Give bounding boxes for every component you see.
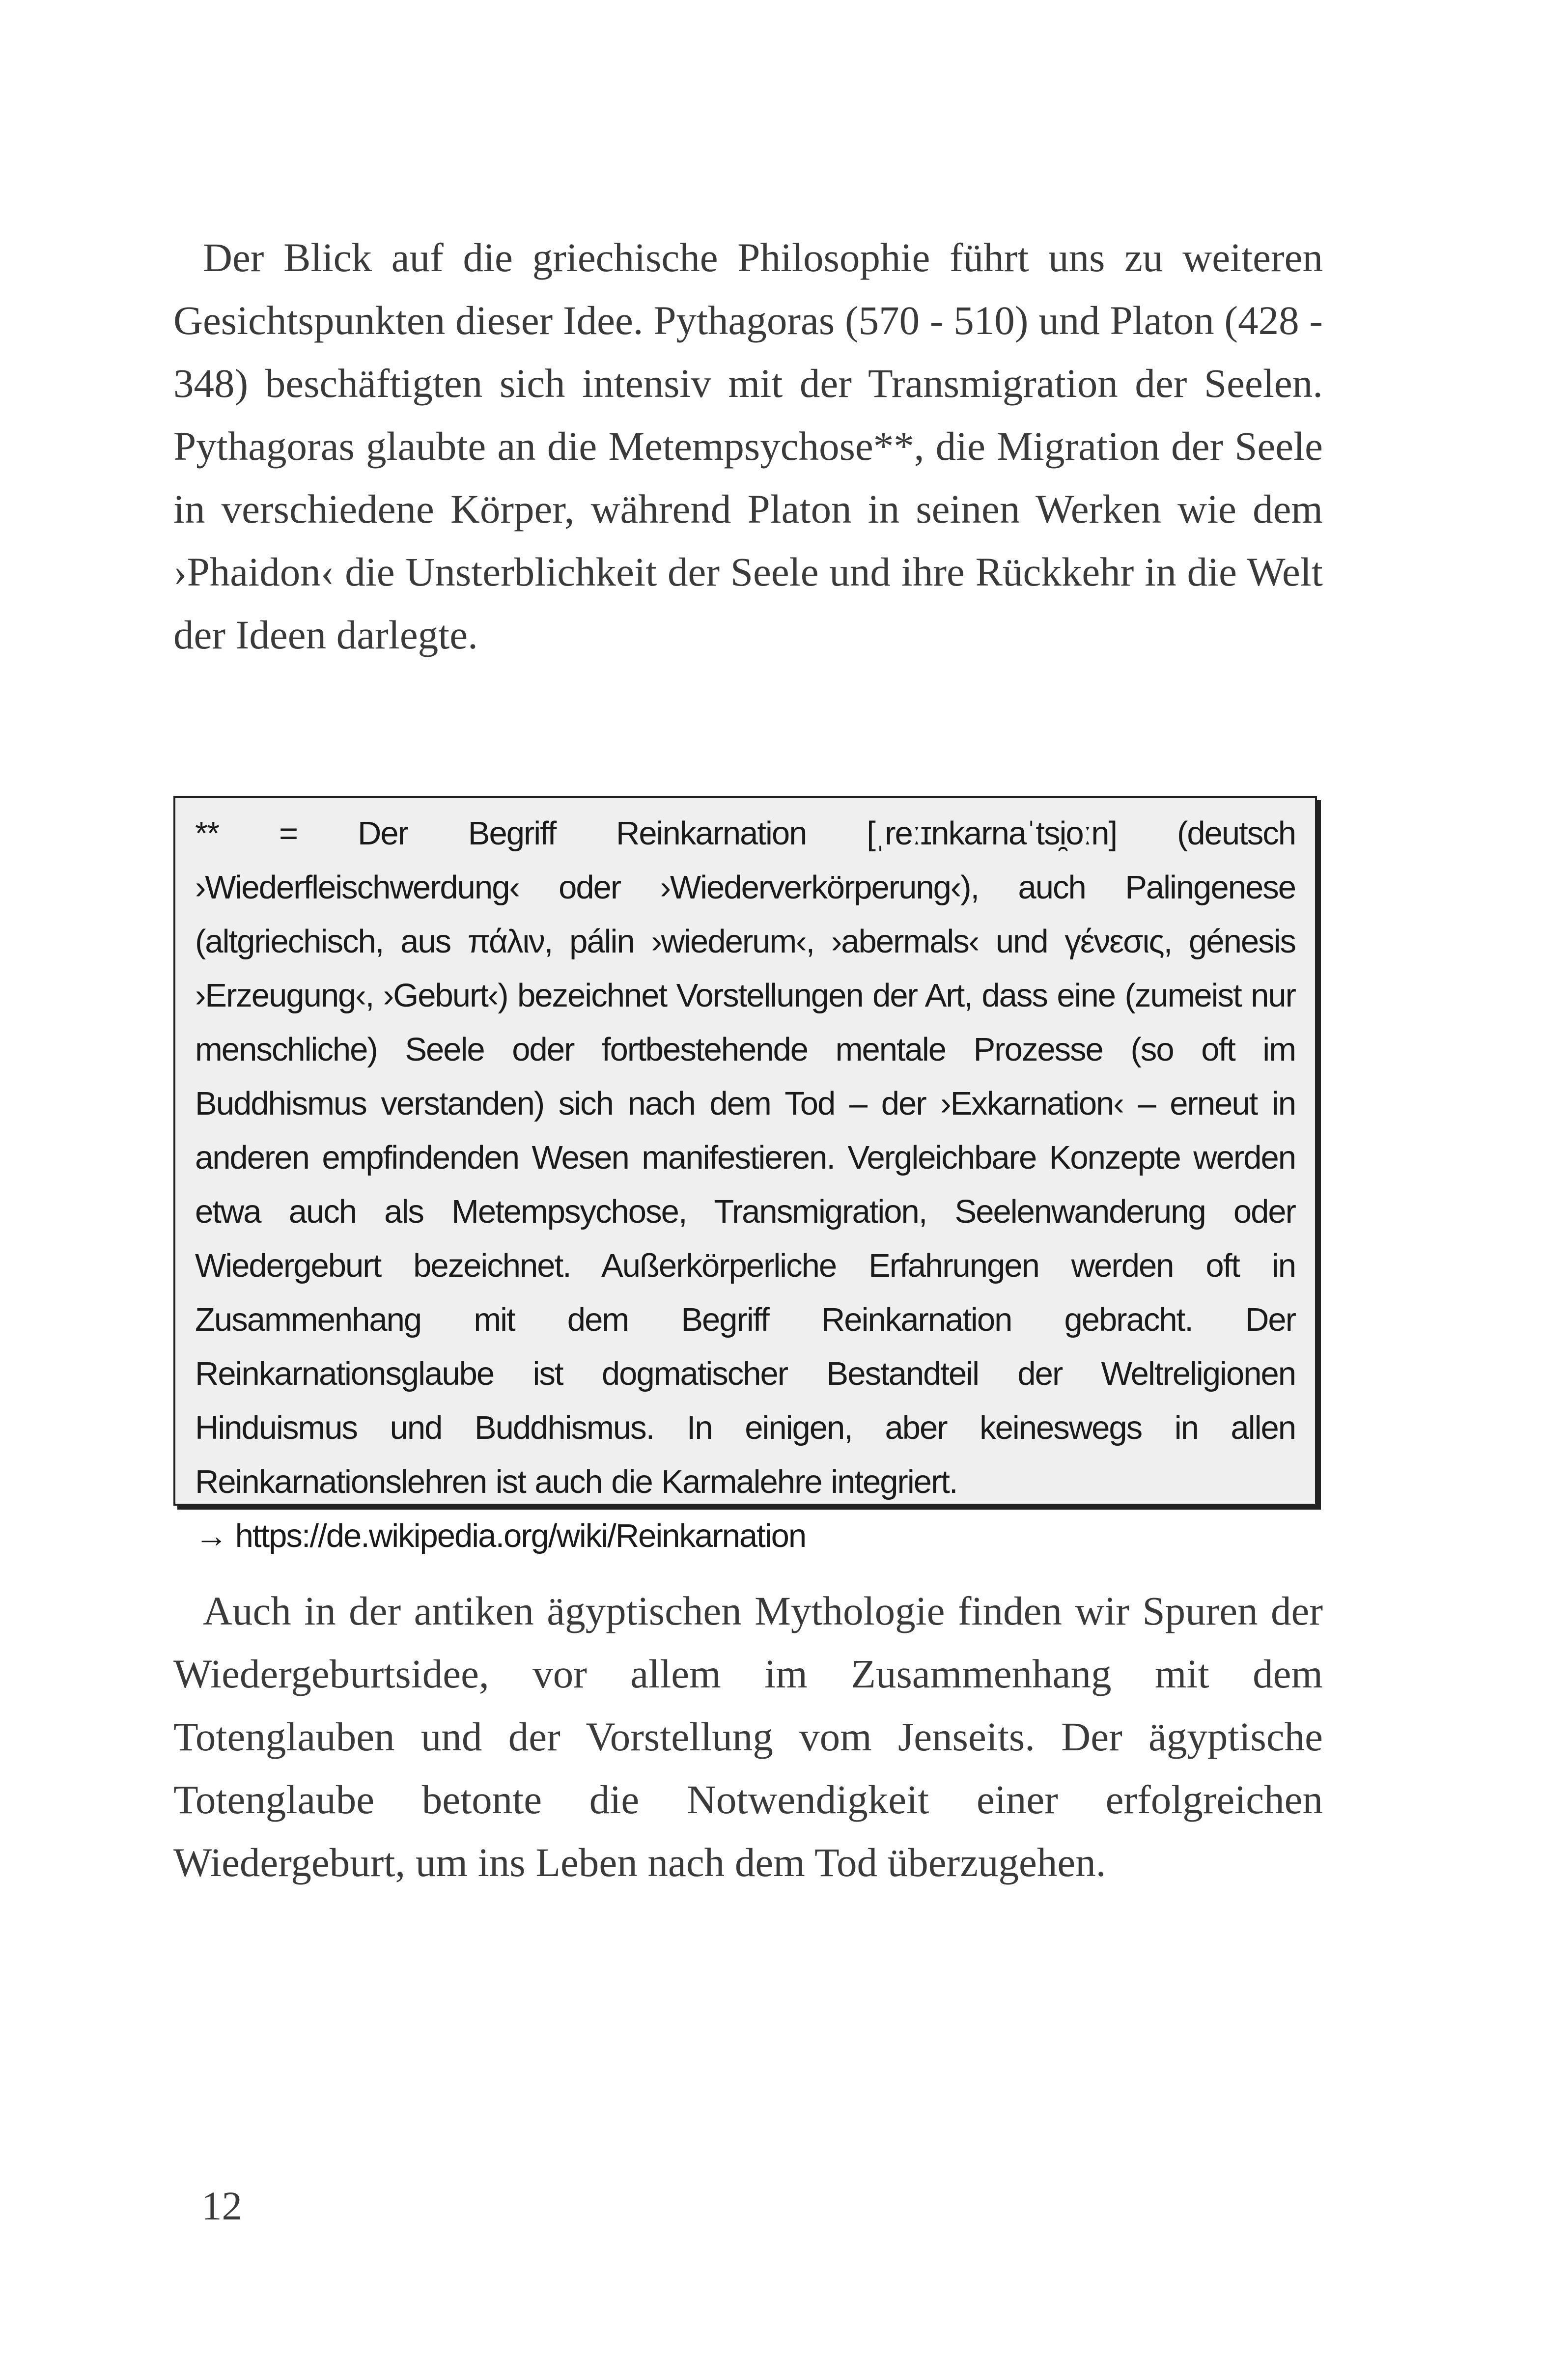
paragraph-egyptian-mythology: Auch in der antiken ägyptischen Mythologie finden wir Spuren der Wiedergeburtsidee, vor allem im Zusammenhang mit dem Totenglauben und der Vorstellung vom Jenseits. Der ägyptische Totenglaube betonte die Notwendigkeit einer erfolgreichen Wiedergeburt, um ins Leben nach dem Tod überzugehen. xyxy=(173,1588,1323,1885)
footnote-text: ** = Der Begriff Reinkarnation [ˌreːɪnkarnaˈtsi̯oːn] (deutsch ›Wiederfleischwerdung‹ oder ›Wiederverkörperung‹), auch Palingenese (altgriechisch, aus πάλιν, pálin ›wiederum‹, ›abermals‹ und γένεσις, génesis ›Erzeugung‹, ›Geburt‹) bezeichnet Vorstellungen der Art, dass eine (zumeist nur menschliche) Seele oder fortbestehende mentale Prozesse (so oft im Buddhismus verstanden) sich nach dem Tod – der ›Exkarnation‹ – erneut in anderen empfindenden Wesen manifestieren. Vergleichbare Konzepte werden etwa auch als Metempsychose, Transmigration, Seelenwanderung oder Wiedergeburt bezeichnet. Außerkörperliche Erfahrungen werden oft in Zusammenhang mit dem Begriff Reinkarnation gebracht. Der Reinkarnationsglaube ist dogmatischer Bestandteil der Weltreligionen Hinduismus und Buddhismus. In einigen, aber keineswegs in allen Reinkarnationslehren ist auch die Karmalehre integriert. xyxy=(195,815,1295,1500)
paragraph-greek-philosophy: Der Blick auf die griechische Philosophie führt uns zu weiteren Gesichtspunkten dieser Idee. Pythagoras (570 - 510) und Platon (428 - 348) beschäftigten sich intensiv mit der Transmigration der Seelen. Pythagoras glaubte an die Metempsychose**, die Migration der Seele in verschiedene Körper, während Platon in seinen Werken wie dem ›Phaidon‹ die Unsterblichkeit der Seele und ihre Rückkehr in die Welt der Ideen darlegte. xyxy=(173,235,1323,657)
footnote-box xyxy=(173,796,1317,1554)
page-number: 12 xyxy=(201,2183,242,2228)
footnote-source-link[interactable]: → https://de.wikipedia.org/wiki/Reinkarnation xyxy=(195,1517,806,1554)
